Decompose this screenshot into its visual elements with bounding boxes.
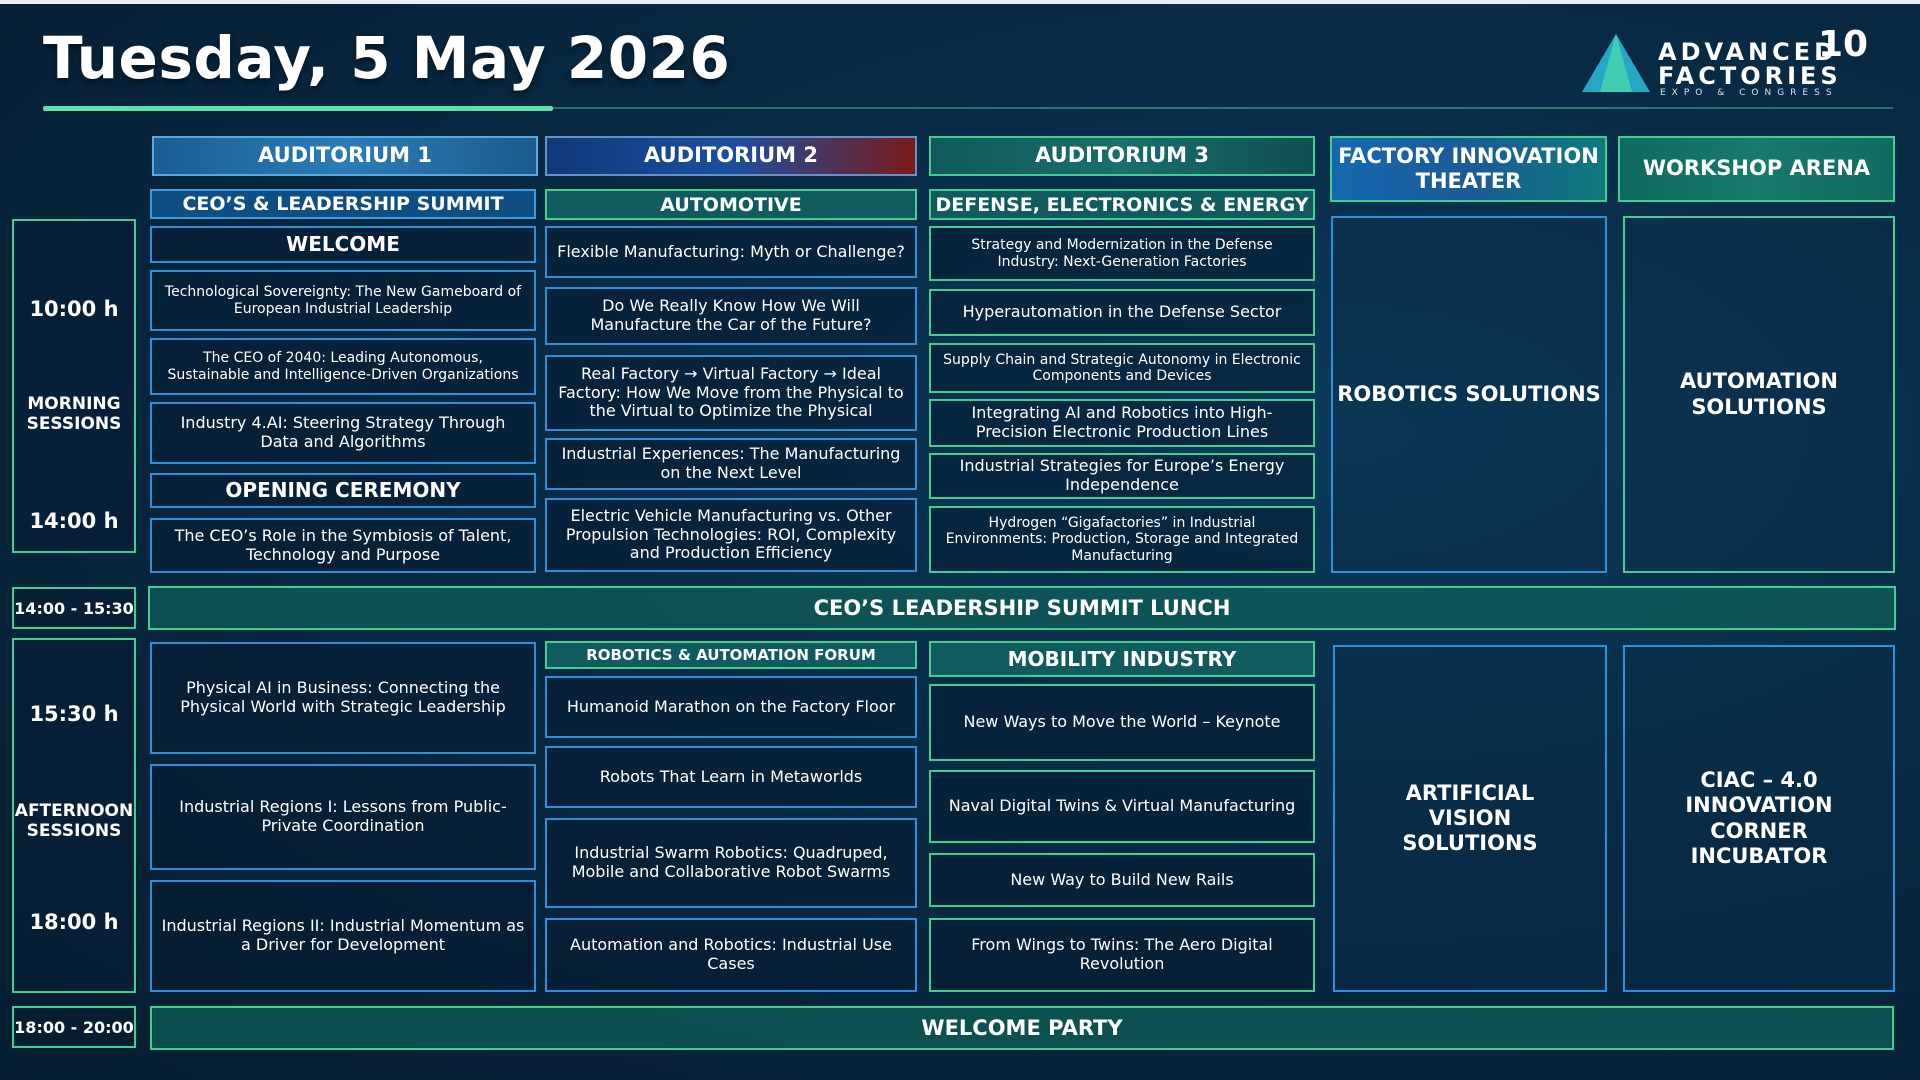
session-car-of-the-future: Do We Really Know How We Will Manufacture the Car of the Future?: [545, 287, 917, 345]
session-automation-use-cases: Automation and Robotics: Industrial Use Cases: [545, 918, 917, 992]
wa-automation-solutions: AUTOMATION SOLUTIONS: [1623, 216, 1895, 573]
session-physical-ai-business: Physical AI in Business: Connecting the Physical World with Strategic Leadership: [150, 642, 536, 754]
logo-line3: EXPO & CONGRESS: [1660, 88, 1838, 98]
morning-time-box: [12, 219, 136, 553]
welcome-party-band: WELCOME PARTY: [150, 1006, 1894, 1050]
fit-robotics-solutions: ROBOTICS SOLUTIONS: [1331, 216, 1607, 573]
session-defense-modernization: Strategy and Modernization in the Defense Industry: Next-Generation Factories: [929, 226, 1315, 281]
title-underline: [43, 106, 553, 111]
wa-ciac-innovation-corner: CIAC – 4.0 INNOVATION CORNER INCUBATOR: [1623, 645, 1895, 992]
fit-artificial-vision-solutions: ARTIFICIAL VISION SOLUTIONS: [1333, 645, 1607, 992]
afternoon-start-time: 15:30 h: [29, 702, 119, 726]
session-real-virtual-ideal-factory: Real Factory → Virtual Factory → Ideal Factory: How We Move from the Physical to the Virtual to Optimize the Physical: [545, 355, 917, 431]
column-header-auditorium-1: AUDITORIUM 1: [152, 136, 538, 176]
session-industry-4ai: Industry 4.AI: Steering Strategy Through Data and Algorithms: [150, 402, 536, 464]
lunch-time: 14:00 - 15:30: [12, 587, 136, 629]
session-robots-metaworlds: Robots That Learn in Metaworlds: [545, 746, 917, 808]
party-time: 18:00 - 20:00: [12, 1006, 136, 1048]
session-hydrogen-gigafactories: Hydrogen “Gigafactories” in Industrial Environments: Production, Storage and Integrated Manufacturing: [929, 506, 1315, 573]
session-swarm-robotics: Industrial Swarm Robotics: Quadruped, Mobile and Collaborative Robot Swarms: [545, 818, 917, 908]
session-ev-manufacturing: Electric Vehicle Manufacturing vs. Other Propulsion Technologies: ROI, Complexity and Production Efficiency: [545, 498, 917, 572]
track-mobility-industry: MOBILITY INDUSTRY: [929, 641, 1315, 677]
session-wings-to-twins: From Wings to Twins: The Aero Digital Revolution: [929, 918, 1315, 992]
session-welcome: WELCOME: [150, 226, 536, 263]
track-robotics-automation-forum: ROBOTICS & AUTOMATION FORUM: [545, 641, 917, 669]
morning-sessions-label: MORNING SESSIONS: [26, 394, 122, 435]
session-new-rails: New Way to Build New Rails: [929, 853, 1315, 907]
session-flexible-manufacturing: Flexible Manufacturing: Myth or Challenge?: [545, 226, 917, 278]
session-energy-independence: Industrial Strategies for Europe’s Energy Independence: [929, 453, 1315, 499]
session-ceo-role-symbiosis: The CEO’s Role in the Symbiosis of Talent, Technology and Purpose: [150, 518, 536, 573]
anniversary-badge: 10: [1818, 24, 1869, 65]
session-ai-robotics-electronics: Integrating AI and Robotics into High-Precision Electronic Production Lines: [929, 399, 1315, 447]
page-title: Tuesday, 5 May 2026: [43, 24, 731, 92]
top-border: [0, 0, 1920, 4]
track-defense-electronics-energy: DEFENSE, ELECTRONICS & ENERGY: [929, 189, 1315, 220]
session-industrial-experiences: Industrial Experiences: The Manufacturing on the Next Level: [545, 438, 917, 490]
session-supply-chain-autonomy: Supply Chain and Strategic Autonomy in Electronic Components and Devices: [929, 343, 1315, 393]
morning-end-time: 14:00 h: [29, 509, 119, 533]
session-opening-ceremony: OPENING CEREMONY: [150, 473, 536, 508]
session-naval-digital-twins: Naval Digital Twins & Virtual Manufacturing: [929, 770, 1315, 843]
morning-start-time: 10:00 h: [29, 297, 119, 321]
session-hyperautomation-defense: Hyperautomation in the Defense Sector: [929, 289, 1315, 336]
lunch-band: CEO’S LEADERSHIP SUMMIT LUNCH: [148, 586, 1896, 630]
column-header-auditorium-2: AUDITORIUM 2: [545, 136, 917, 176]
logo-line1: ADVANCED: [1658, 38, 1839, 66]
track-automotive: AUTOMOTIVE: [545, 189, 917, 220]
session-new-ways-move-world: New Ways to Move the World – Keynote: [929, 684, 1315, 761]
afternoon-sessions-label: AFTERNOON SESSIONS: [14, 801, 134, 842]
logo-line2: FACTORIES: [1658, 62, 1842, 90]
track-ceo-leadership-summit: CEO’S & LEADERSHIP SUMMIT: [150, 189, 536, 219]
column-header-auditorium-3: AUDITORIUM 3: [929, 136, 1315, 176]
title-rule: [553, 107, 1893, 109]
session-humanoid-marathon: Humanoid Marathon on the Factory Floor: [545, 676, 917, 738]
session-industrial-regions-2: Industrial Regions II: Industrial Momentum as a Driver for Development: [150, 880, 536, 992]
session-ceo-of-2040: The CEO of 2040: Leading Autonomous, Sustainable and Intelligence-Driven Organizations: [150, 338, 536, 395]
advanced-factories-logo: [1580, 22, 1900, 102]
triangle-logo-icon: [1580, 32, 1652, 94]
afternoon-end-time: 18:00 h: [29, 910, 119, 934]
column-header-workshop-arena: WORKSHOP ARENA: [1618, 136, 1895, 202]
session-industrial-regions-1: Industrial Regions I: Lessons from Public-Private Coordination: [150, 764, 536, 870]
column-header-factory-innovation-theater: FACTORY INNOVATION THEATER: [1330, 136, 1607, 202]
session-technological-sovereignty: Technological Sovereignty: The New Gameboard of European Industrial Leadership: [150, 270, 536, 331]
